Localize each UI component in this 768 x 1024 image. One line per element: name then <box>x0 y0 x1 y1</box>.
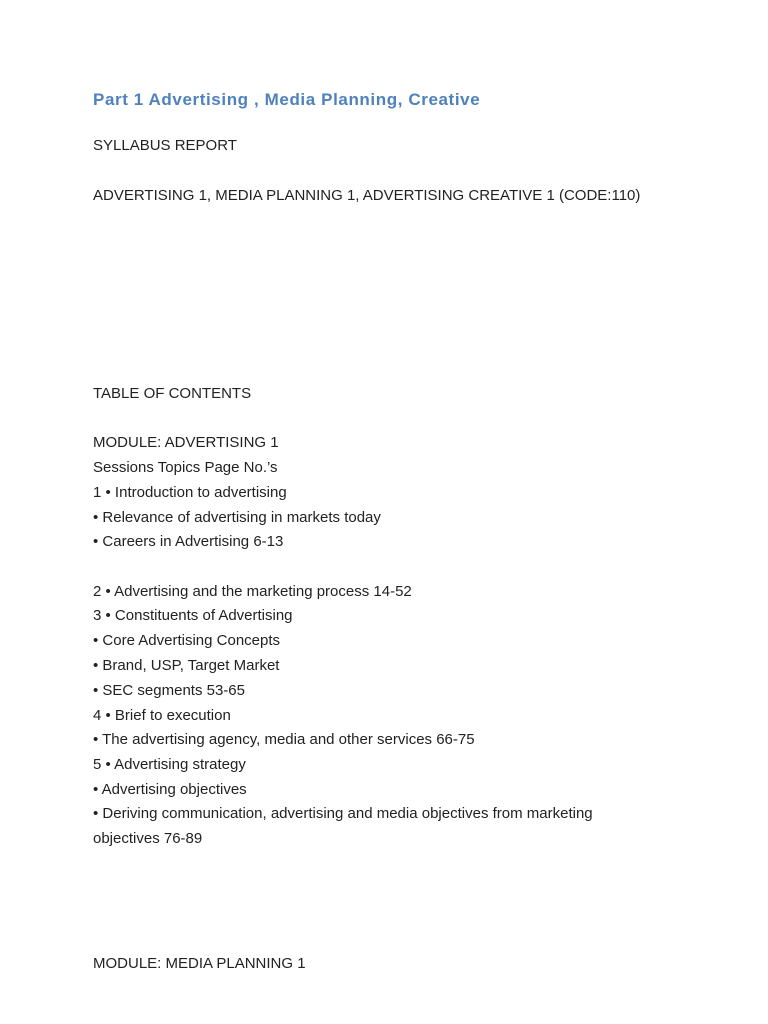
columns-header: Sessions Topics Page No.’s <box>93 459 278 476</box>
toc-item: • Core Advertising Concepts <box>93 632 281 649</box>
toc-item: 3 • Constituents of Advertising <box>93 607 293 624</box>
document-heading: Part 1 Advertising , Media Planning, Creative <box>93 90 481 109</box>
toc-item: • Relevance of advertising in markets today <box>93 509 381 526</box>
toc-item: • Deriving communication, advertising and media objectives from marketing objectives 76-89 <box>93 805 593 847</box>
toc-item: • SEC segments 53-65 <box>93 682 245 699</box>
module-media-planning-title: MODULE: MEDIA PLANNING 1 <box>93 955 306 972</box>
toc-item: • Brand, USP, Target Market <box>93 657 280 674</box>
module-advertising-title: MODULE: ADVERTISING 1 <box>93 434 279 451</box>
course-line: ADVERTISING 1, MEDIA PLANNING 1, ADVERTISING CREATIVE 1 (CODE:110) <box>93 187 641 204</box>
toc-item: 5 • Advertising strategy <box>93 756 246 773</box>
syllabus-report-label: SYLLABUS REPORT <box>93 137 237 154</box>
toc-item: • The advertising agency, media and other services 66-75 <box>93 731 475 748</box>
toc-title: TABLE OF CONTENTS <box>93 385 252 402</box>
toc-item: 4 • Brief to execution <box>93 707 231 724</box>
toc-item: • Advertising objectives <box>93 781 247 798</box>
toc-item: • Careers in Advertising 6-13 <box>93 533 284 550</box>
toc-item: 1 • Introduction to advertising <box>93 484 287 501</box>
toc-item: 2 • Advertising and the marketing process 14-52 <box>93 583 412 600</box>
